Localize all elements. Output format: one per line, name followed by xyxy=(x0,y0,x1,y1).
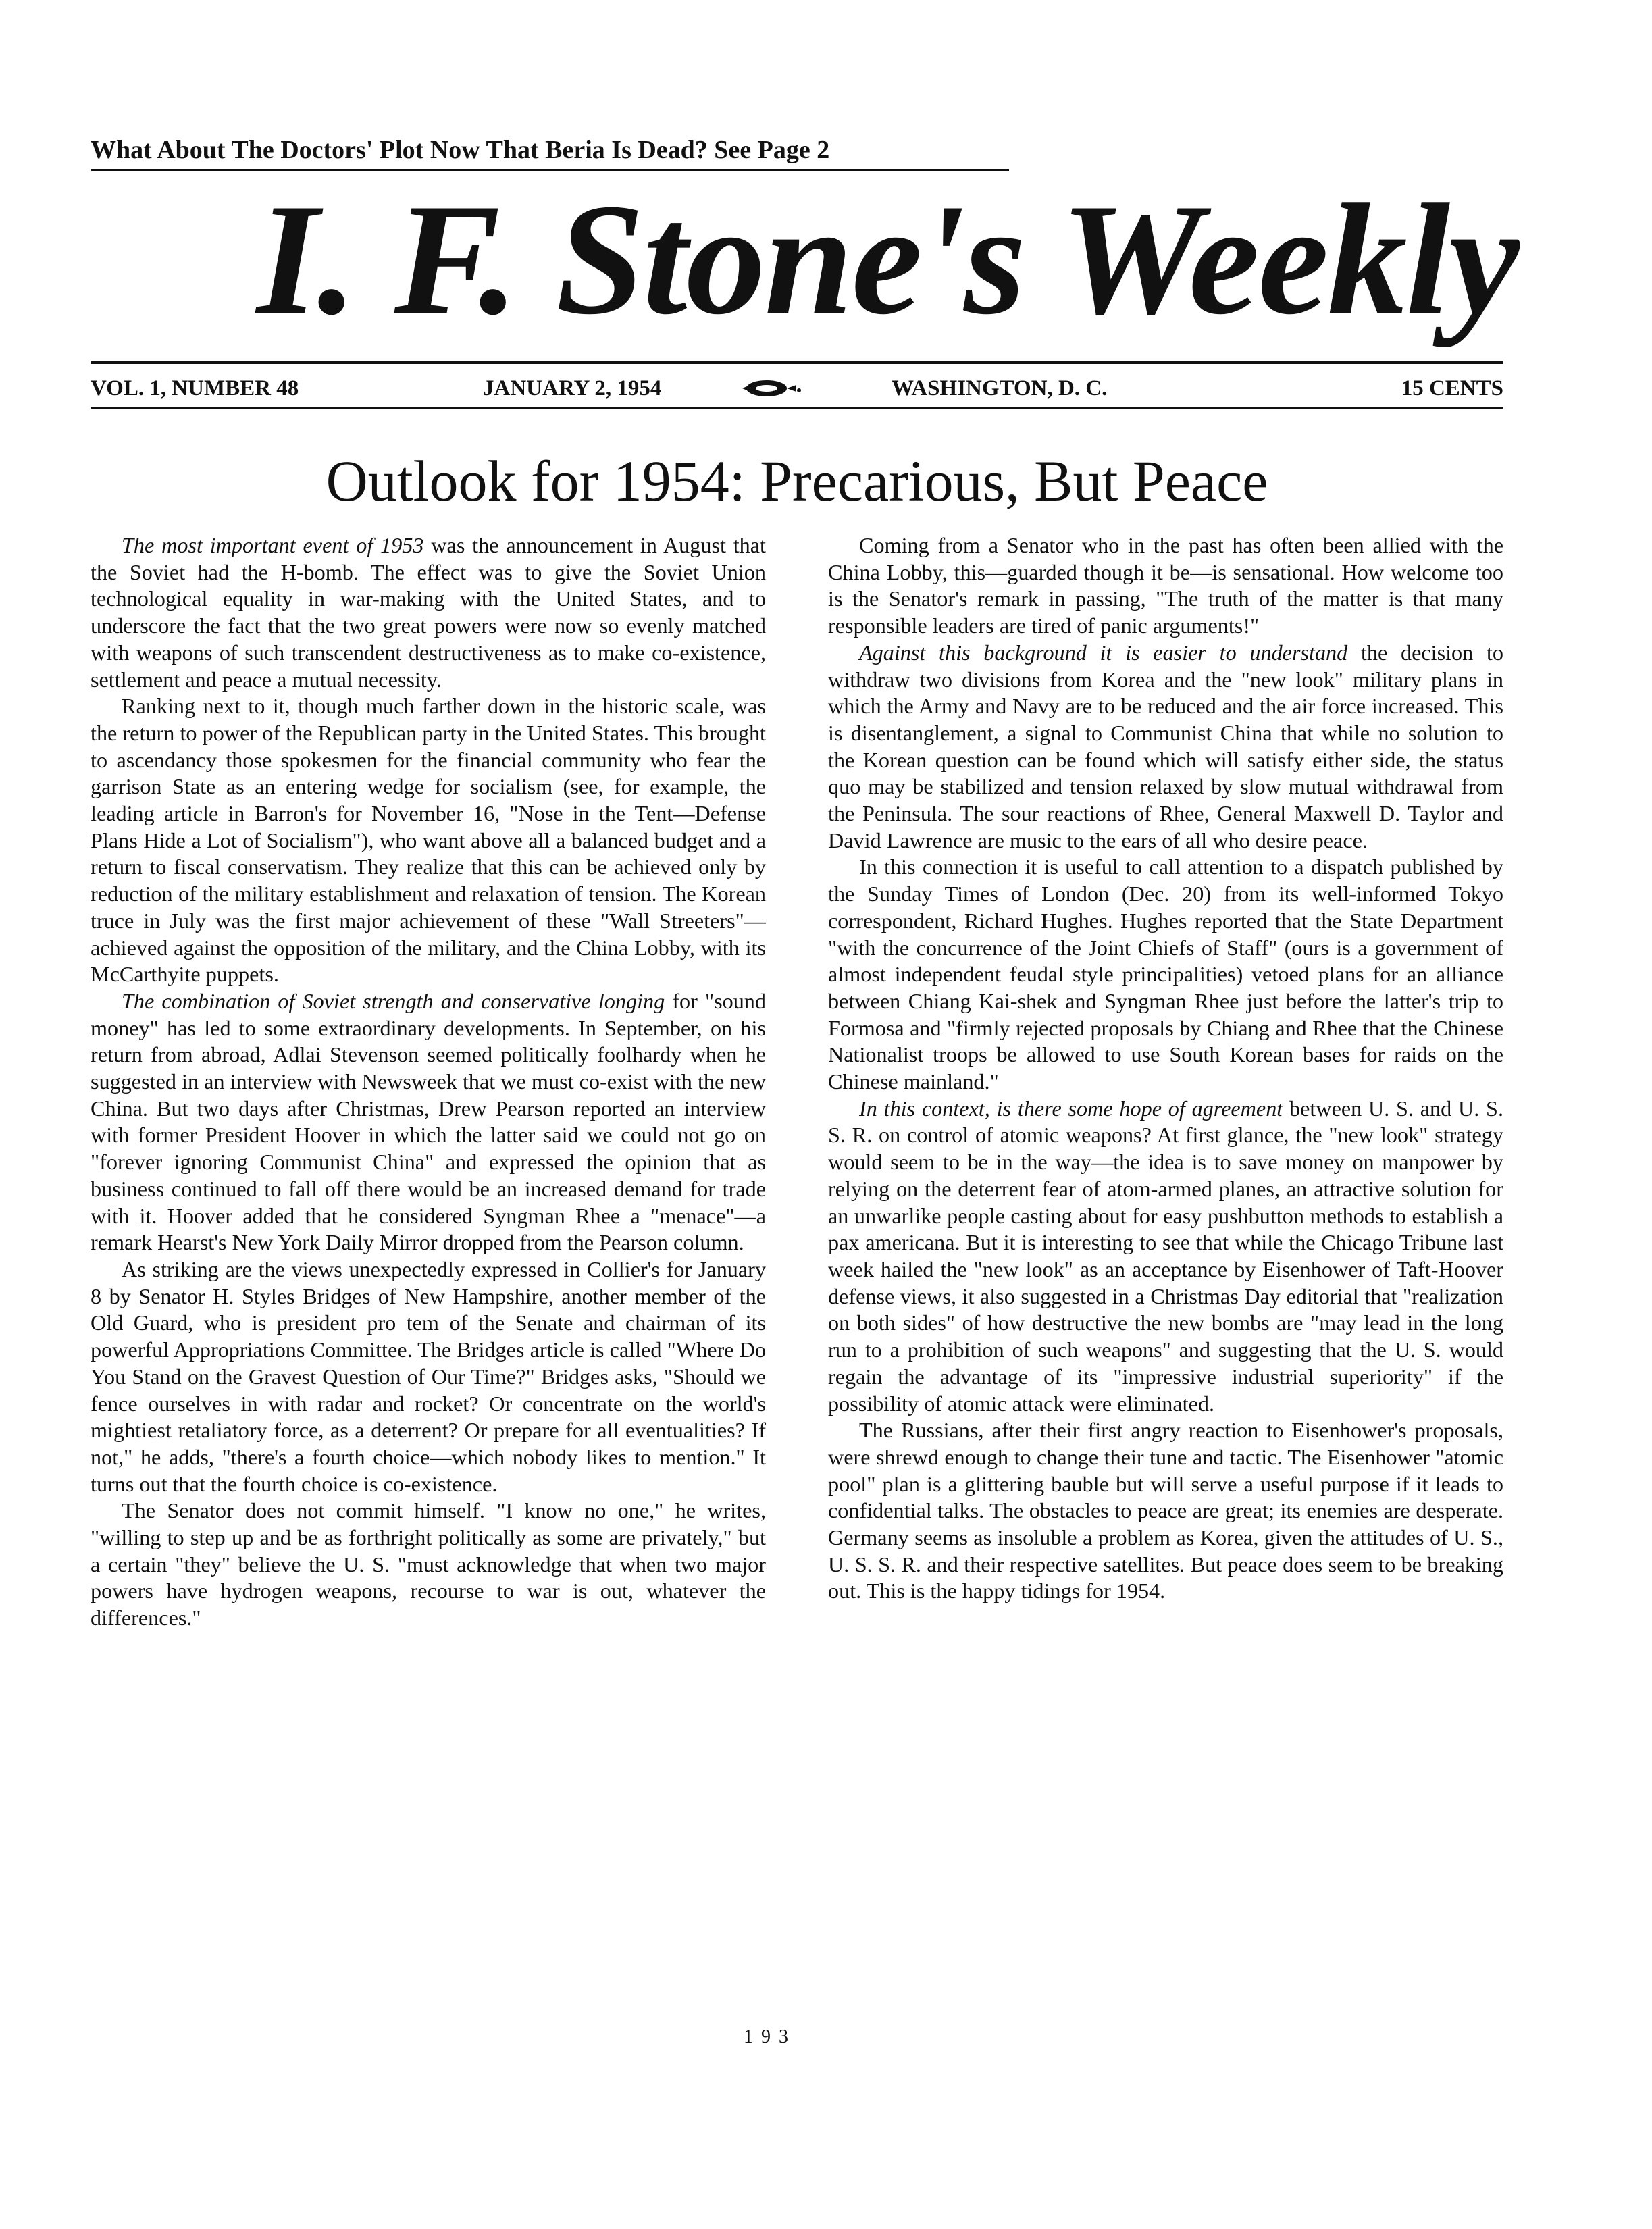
article-paragraph xyxy=(828,1417,1503,1605)
article-paragraph xyxy=(91,532,766,693)
article-column-right xyxy=(828,532,1503,2005)
article-column-left xyxy=(91,532,766,2005)
masthead-rule-top xyxy=(91,361,1503,364)
paragraph-text: Coming from a Senator who in the past has often been allied with the China Lobby, this—guarded though it be—is sensational. How welcome too is the Senator's remark in passing, "The truth of the matter is that many responsible leaders are tired of panic arguments!" xyxy=(828,533,1503,638)
paragraph-text: Ranking next to it, though much farther down in the historic scale, was the return to power of the Republican party in the United States. This brought to ascendancy those spokesmen for the financial community who fear the garrison State as an entering wedge for socialism (see, for example, the leading article in Barron's for November 16, "Nose in the Tent—Defense Plans Hide a Lot of Socialism"), who want above all a balanced budget and a return to fiscal conservatism. They realize that this can be achieved only by reduction of the military establishment and relaxation of tension. The Korean truce in July was the first major achievement of these "Wall Streeters"—achieved against the opposition of the military, and the China Lobby, with its McCarthyite puppets. xyxy=(91,694,766,987)
article-paragraph xyxy=(91,988,766,1256)
paragraph-text: The Russians, after their first angry reaction to Eisenhower's proposals, were shrewd enough to change their tune and tactic. The Eisenhower "atomic pool" plan is a glittering bauble but will serve a useful purpose if it leads to confidential talks. The obstacles to peace are great; its enemies are desperate. Germany seems as insoluble a problem as Korea, given the attitudes of U. S., U. S. S. R. and their respective satellites. But peace does seem to be breaking out. This is the happy tidings for 1954. xyxy=(828,1418,1503,1604)
publication-place: WASHINGTON, D. C. xyxy=(892,376,1108,401)
issue-date: JANUARY 2, 1954 xyxy=(483,376,662,401)
article-paragraph xyxy=(91,1497,766,1632)
paragraph-lead-in: In this context, is there some hope of agreement xyxy=(859,1096,1283,1121)
volume-number: VOL. 1, NUMBER 48 xyxy=(91,376,299,401)
paragraph-text: In this connection it is useful to call attention to a dispatch published by the Sunday Times of London (Dec. 20) from its well-informed Tokyo correspondent, Richard Hughes. Hughes reported that the State Department "with the concurrence of the Joint Chiefs of Staff" (ours is a government of almost independent feudal style principalities) vetoed plans for an alliance between Chiang Kai-shek and Syngman Rhee just before the latter's trip to Formosa and "firmly rejected proposals by Chiang and Rhee that the Chinese Nationalist troops be allowed to use South Korean bases for raids on the Chinese mainland." xyxy=(828,854,1503,1094)
page-number: 193 xyxy=(744,2026,796,2047)
paragraph-text: As striking are the views unexpectedly expressed in Collier's for January 8 by Senator H. Styles Bridges of New Hampshire, another member of the Old Guard, who is president pro tem of the Senate and chairman of its powerful Appropriations Committee. The Bridges article is called "Where Do You Stand on the Gravest Question of Our Time?" Bridges asks, "Should we fence ourselves in with radar and rocket? Or concentrate on the world's mightiest retaliatory force, as a deterrent? Or prepare for all eventualities? If not," he adds, "there's a fourth choice—which nobody likes to mention." It turns out that the fourth choice is co-existence. xyxy=(91,1256,766,1496)
article-headline: Outlook for 1954: Precarious, But Peace xyxy=(326,449,1268,513)
paragraph-text: was the announcement in August that the Soviet had the H-bomb. The effect was to give the Soviet Union technological equality in war-making with the United States, and to underscore the fact that the two great powers were now so evenly matched with weapons of such transcendent destructiveness as to make co-existence, settlement and peace a mutual necessity. xyxy=(91,533,766,692)
article-paragraph xyxy=(91,693,766,988)
article-paragraph xyxy=(91,1256,766,1497)
teaser-headline: What About The Doctors' Plot Now That Beria Is Dead? See Page 2 xyxy=(91,132,1009,171)
paragraph-lead-in: The combination of Soviet strength and conservative longing xyxy=(122,988,665,1013)
issue-price: 15 CENTS xyxy=(1401,376,1503,401)
paragraph-lead-in: Against this background it is easier to understand xyxy=(859,640,1348,665)
paragraph-text: The Senator does not commit himself. "I know no one," he writes, "willing to step up and be as forthright politically as some are privately," but a certain "they" believe the U. S. "must acknowledge that when two major powers have hydrogen weapons, recourse to war is out, whatever the differences." xyxy=(91,1498,766,1631)
paragraph-lead-in: The most important event of 1953 xyxy=(122,533,424,557)
masthead-title: I. F. Stone's Weekly xyxy=(257,172,1518,348)
paragraph-text: between U. S. and U. S. S. R. on control of atomic weapons? At first glance, the "new look" strategy would seem to be in the way—the idea is to save money on manpower by relying on the deterrent fear of atom-armed planes, an attractive solution for an unwarlike people casting about for easy pushbutton methods to establish a pax americana. But it is interesting to see that while the Chicago Tribune last week hailed the "new look" as an acceptance by Eisenhower of Taft-Hoover defense views, it also suggested in a Christmas Day editorial that "realization on both sides" of how destructive the new bombs are "may lead in the long run to a prohibition of such weapons" and suggesting that the U. S. would regain the advantage of its "impressive industrial superiority" if the possibility of atomic attack were eliminated. xyxy=(828,1096,1503,1416)
article-paragraph xyxy=(828,532,1503,640)
eagle-emblem-icon xyxy=(740,376,802,401)
article-paragraph xyxy=(828,640,1503,854)
paragraph-text: for "sound money" has led to some extraordinary developments. In September, on his return from abroad, Adlai Stevenson seemed politically foolhardy when he suggested in an interview with Newsweek that we must co-exist with the new China. But two days after Christmas, Drew Pearson reported an interview with former President Hoover in which the latter said we could not go on "forever ignoring Communist China" and expressed the opinion that as business continued to fall off there would be an increased demand for trade with it. Hoover added that he considered Syngman Rhee a "menace"—a remark Hearst's New York Daily Mirror dropped from the Pearson column. xyxy=(91,988,766,1255)
article-paragraph xyxy=(828,1096,1503,1417)
info-rule-bottom xyxy=(91,407,1503,409)
paragraph-text: the decision to withdraw two divisions from Korea and the "new look" military plans in which the Army and Navy are to be reduced and the air force increased. This is disentanglement, a signal to Communist China that while no solution to the Korean question can be found which will satisfy either side, the status quo may be stabilized and tension relaxed by slow mutual withdrawal from the Peninsula. The sour reactions of Rhee, General Maxwell D. Taylor and David Lawrence are music to the ears of all who desire peace. xyxy=(828,640,1503,852)
article-paragraph xyxy=(828,854,1503,1095)
